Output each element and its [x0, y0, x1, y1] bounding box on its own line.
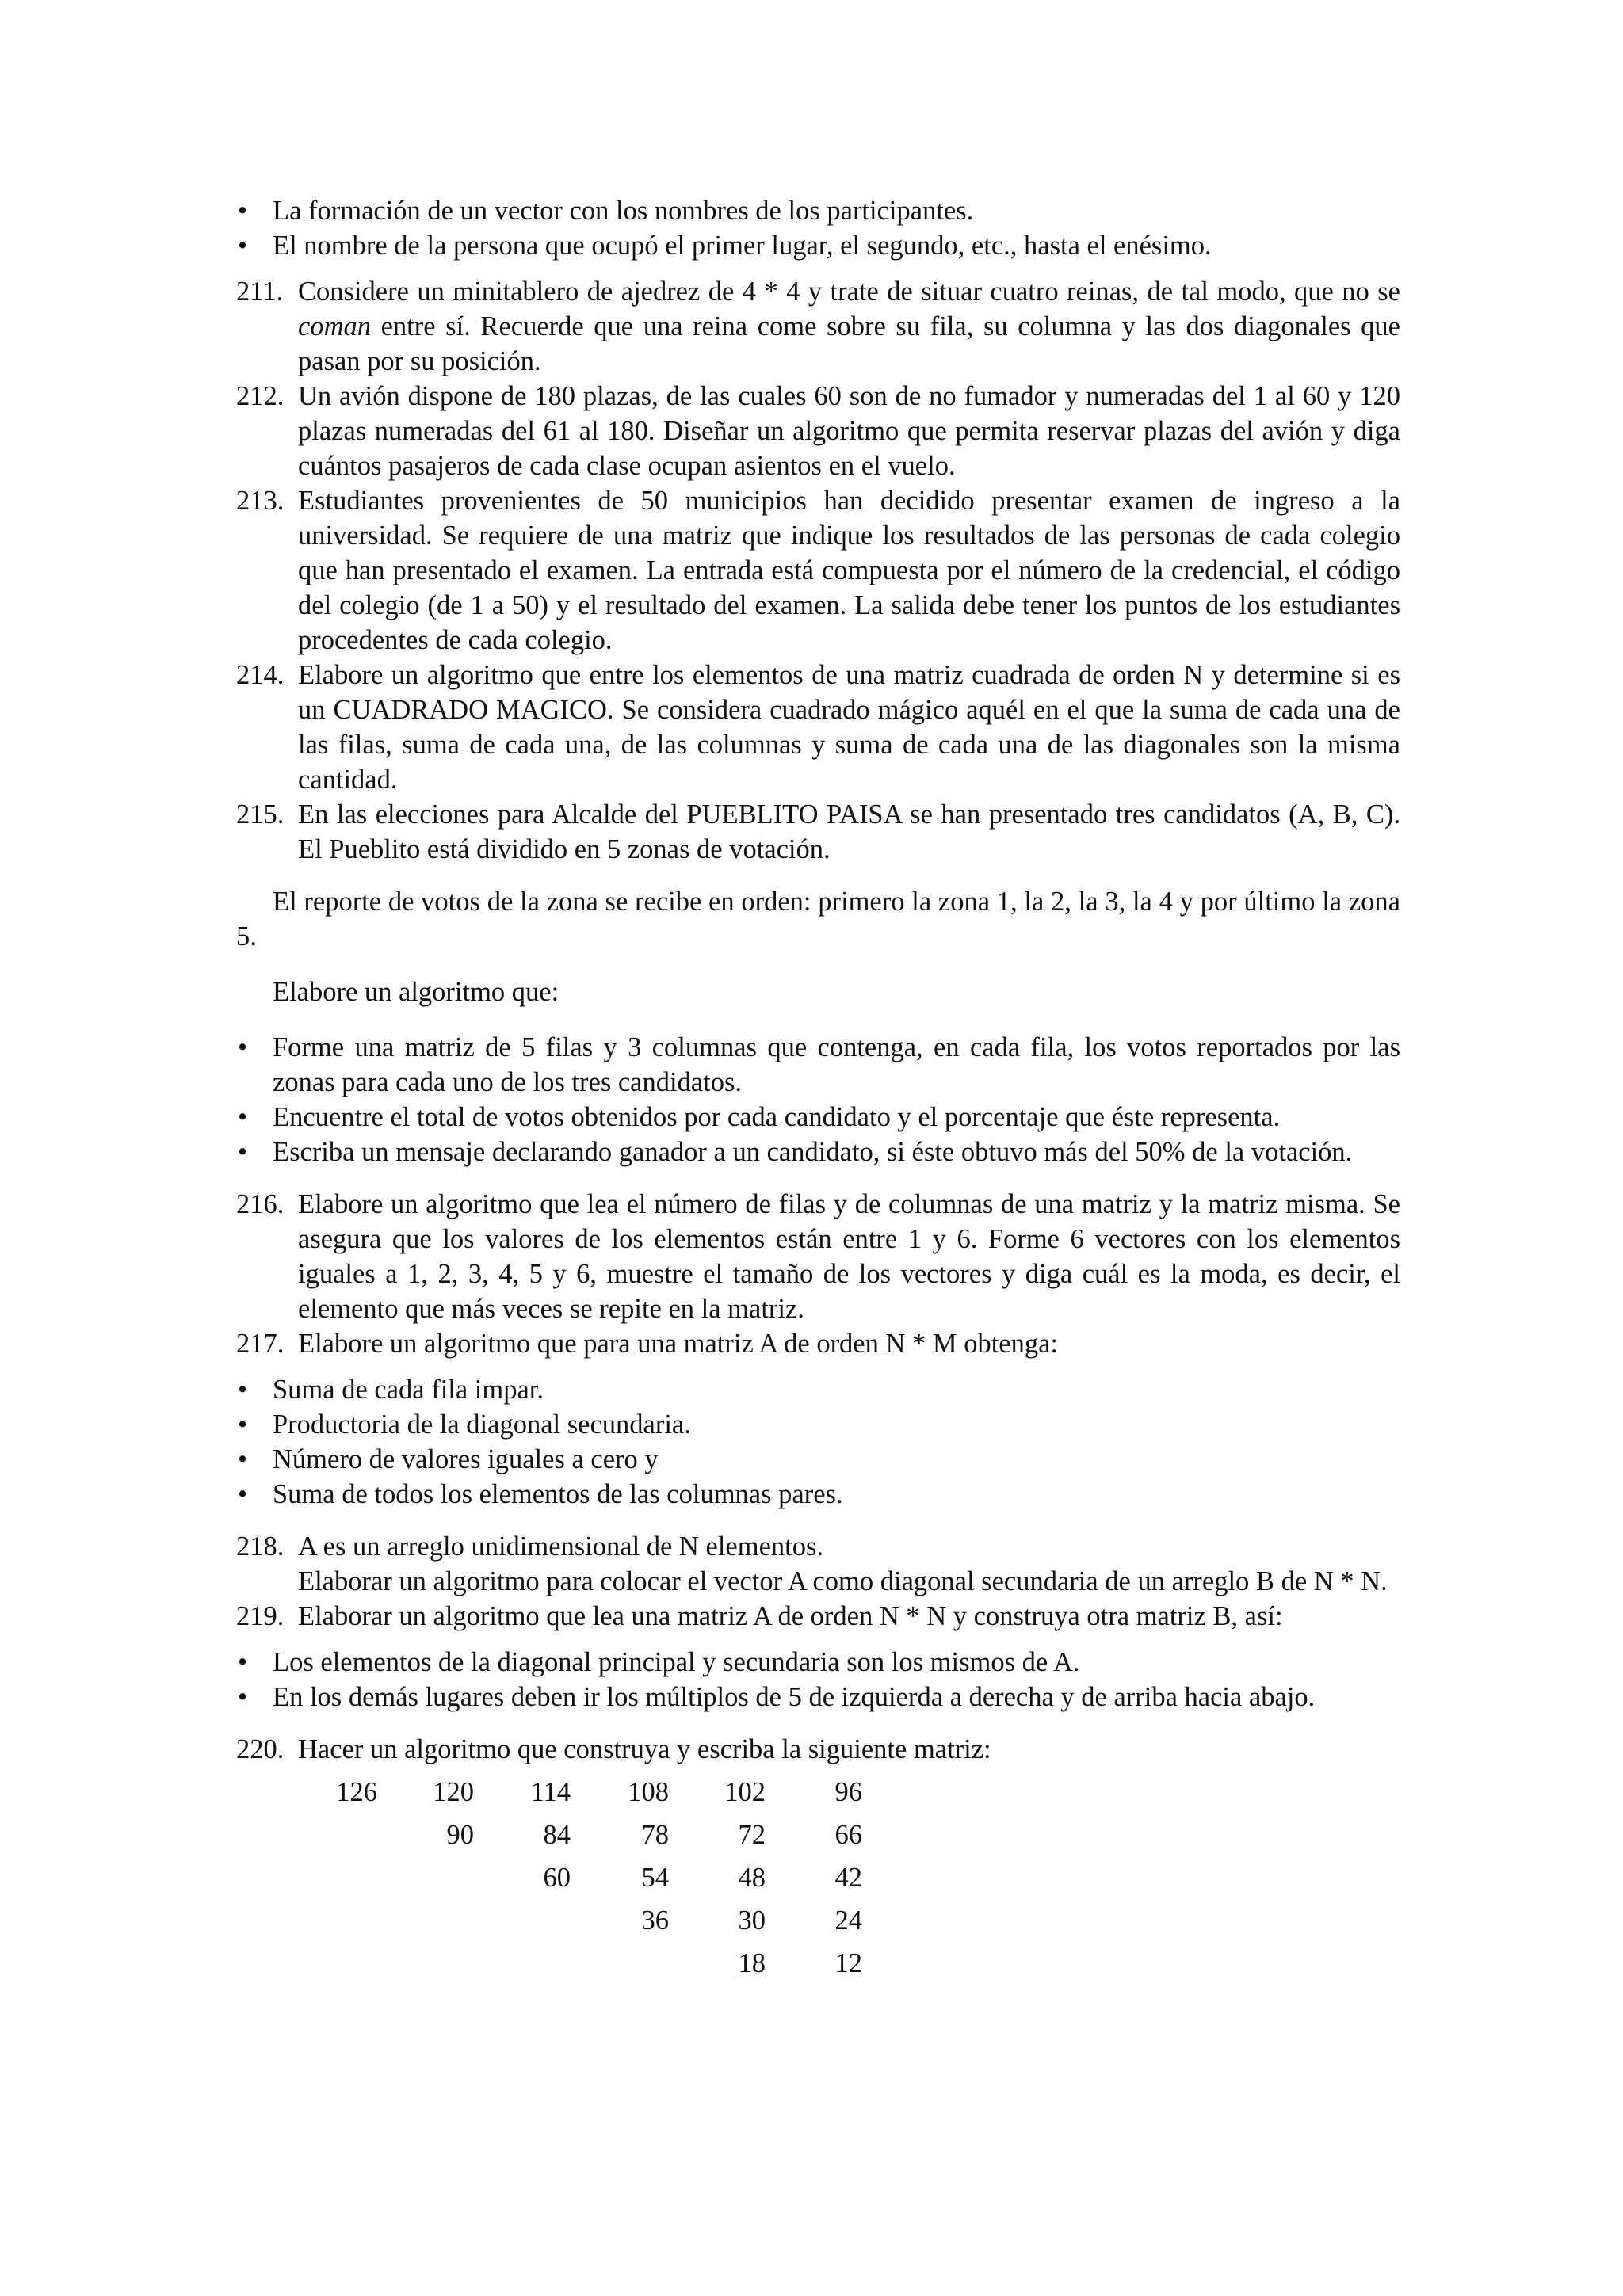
exercise-text: Elabore un algoritmo que lea el número de filas y de columnas de una matriz y la matriz misma. Se asegura que los valores de los elementos están entre 1 y 6. Forme 6 vectores con los elementos iguales a 1, 2, 3, 4, 5 y 6, muestre el tamaño de los vectores y diga cuál es la moda, es decir, el elemento que más veces se repite en la matriz. — [298, 1189, 1400, 1324]
triangular-matrix — [236, 1775, 1400, 1989]
exercise-number: 219. — [236, 1601, 285, 1631]
matrix-cell: 126 — [336, 1777, 377, 1807]
exercise-212 — [236, 379, 1400, 483]
matrix-cell: 72 — [738, 1820, 766, 1850]
exercise-number: 217. — [236, 1329, 285, 1359]
exercise-number: 216. — [236, 1189, 285, 1219]
exercise-text: A es un arreglo unidimensional de N elementos. — [298, 1531, 824, 1562]
matrix-cell: 60 — [543, 1863, 571, 1893]
intro-bullet: • La formación de un vector con los nombres de los participantes. — [236, 193, 1400, 228]
exercise-218 — [236, 1529, 1400, 1599]
matrix-cell: 114 — [530, 1777, 571, 1807]
exercise-text: Hacer un algoritmo que construya y escriba la siguiente matriz: — [298, 1734, 991, 1764]
exercise-220 — [236, 1732, 1400, 1767]
exercise-text: Elabore un algoritmo que entre los elementos de una matriz cuadrada de orden N y determine si es un CUADRADO MAGICO. Se considera cuadrado mágico aquél en el que la suma de cada una de las filas, suma de cada una, de las columnas y suma de cada una de las diagonales son la misma cantidad. — [298, 660, 1400, 795]
matrix-cell: 90 — [446, 1820, 474, 1850]
exercise-216 — [236, 1187, 1400, 1326]
exercise-217 — [236, 1326, 1400, 1361]
matrix-cell: 36 — [641, 1905, 669, 1936]
exercise-number: 218. — [236, 1531, 285, 1562]
list-item: • Número de valores iguales a cero y — [236, 1442, 1400, 1477]
list-item: • Productoria de la diagonal secundaria. — [236, 1407, 1400, 1442]
matrix-cell: 24 — [834, 1905, 862, 1936]
matrix-cell: 102 — [724, 1777, 766, 1807]
matrix-cell: 18 — [738, 1948, 766, 1978]
list-item: • Escriba un mensaje declarando ganador a un candidato, si éste obtuvo más del 50% de la votación. — [236, 1135, 1400, 1169]
exercise-219 — [236, 1599, 1400, 1634]
exercise-211 — [236, 274, 1400, 379]
list-item: • Forme una matriz de 5 filas y 3 columnas que contenga, en cada fila, los votos reportados por las zonas para cada uno de los tres candidatos. — [236, 1030, 1400, 1100]
exercise-text: Elaborar un algoritmo que lea una matriz A de orden N * N y construya otra matriz B, así: — [298, 1601, 1283, 1631]
exercise-number: 214. — [236, 660, 285, 690]
exercise-text: En las elecciones para Alcalde del PUEBLITO PAISA se han presentado tres candidatos (A, B, C). El Pueblito está dividido en 5 zonas de votación. — [298, 799, 1400, 864]
list-item: • En los demás lugares deben ir los múltiplos de 5 de izquierda a derecha y de arriba hacia abajo. — [236, 1680, 1400, 1714]
matrix-cell: 108 — [628, 1777, 669, 1807]
matrix-cell: 12 — [834, 1948, 862, 1978]
exercise-number: 215. — [236, 799, 285, 830]
matrix-cell: 54 — [641, 1863, 669, 1893]
page-content — [236, 193, 1400, 1989]
list-item: • Suma de cada fila impar. — [236, 1372, 1400, 1407]
matrix-cell: 48 — [738, 1863, 766, 1893]
matrix-cell: 120 — [433, 1777, 474, 1807]
exercise-number: 211. — [236, 277, 284, 307]
list-item: • Encuentre el total de votos obtenidos por cada candidato y el porcentaje que éste representa. — [236, 1100, 1400, 1135]
exercise-number: 213. — [236, 486, 285, 516]
matrix-cell: 78 — [641, 1820, 669, 1850]
exercise-215 — [236, 797, 1400, 867]
exercise-text: Estudiantes provenientes de 50 municipios han decidido presentar examen de ingreso a la universidad. Se requiere de una matriz que indique los resultados de las personas de cada colegio que han presentado el examen. La entrada está compuesta por el número de la credencial, el código del colegio (de 1 a 50) y el resultado del examen. La salida debe tener los puntos de los estudiantes procedentes de cada colegio. — [298, 486, 1400, 655]
paragraph: El reporte de votos de la zona se recibe en orden: primero la zona 1, la 2, la 3, la 4 y por último la zona 5. — [236, 887, 1400, 952]
exercise-number: 212. — [236, 381, 285, 411]
matrix-cell: 66 — [834, 1820, 862, 1850]
matrix-cell: 96 — [834, 1777, 862, 1807]
exercise-text: Elaborar un algoritmo para colocar el vector A como diagonal secundaria de un arreglo B de N * N. — [298, 1566, 1388, 1596]
exercise-214 — [236, 658, 1400, 797]
exercise-number: 220. — [236, 1734, 285, 1764]
intro-bullet: • El nombre de la persona que ocupó el primer lugar, el segundo, etc., hasta el enésimo. — [236, 228, 1400, 263]
emphasis-word: coman — [298, 311, 371, 341]
list-item: • Los elementos de la diagonal principal y secundaria son los mismos de A. — [236, 1645, 1400, 1680]
exercise-text: Considere un minitablero de ajedrez de 4 * 4 y trate de situar cuatro reinas, de tal modo, que no se coman entre sí. Recuerde que una reina come sobre su fila, su columna y las dos diagonales que pasan por su posición. — [298, 277, 1400, 376]
list-item: • Suma de todos los elementos de las columnas pares. — [236, 1477, 1400, 1512]
exercise-text: Elabore un algoritmo que para una matriz A de orden N * M obtenga: — [298, 1329, 1059, 1359]
exercise-text: Un avión dispone de 180 plazas, de las cuales 60 son de no fumador y numeradas del 1 al 60 y 120 plazas numeradas del 61 al 180. Diseñar un algoritmo que permita reservar plazas del avión y diga cuántos pasajeros de cada clase ocupan asientos en el vuelo. — [298, 381, 1400, 481]
matrix-cell: 84 — [543, 1820, 571, 1850]
matrix-cell: 30 — [738, 1905, 766, 1936]
paragraph: Elabore un algoritmo que: — [273, 977, 559, 1007]
matrix-cell: 42 — [834, 1863, 862, 1893]
exercise-213 — [236, 483, 1400, 658]
